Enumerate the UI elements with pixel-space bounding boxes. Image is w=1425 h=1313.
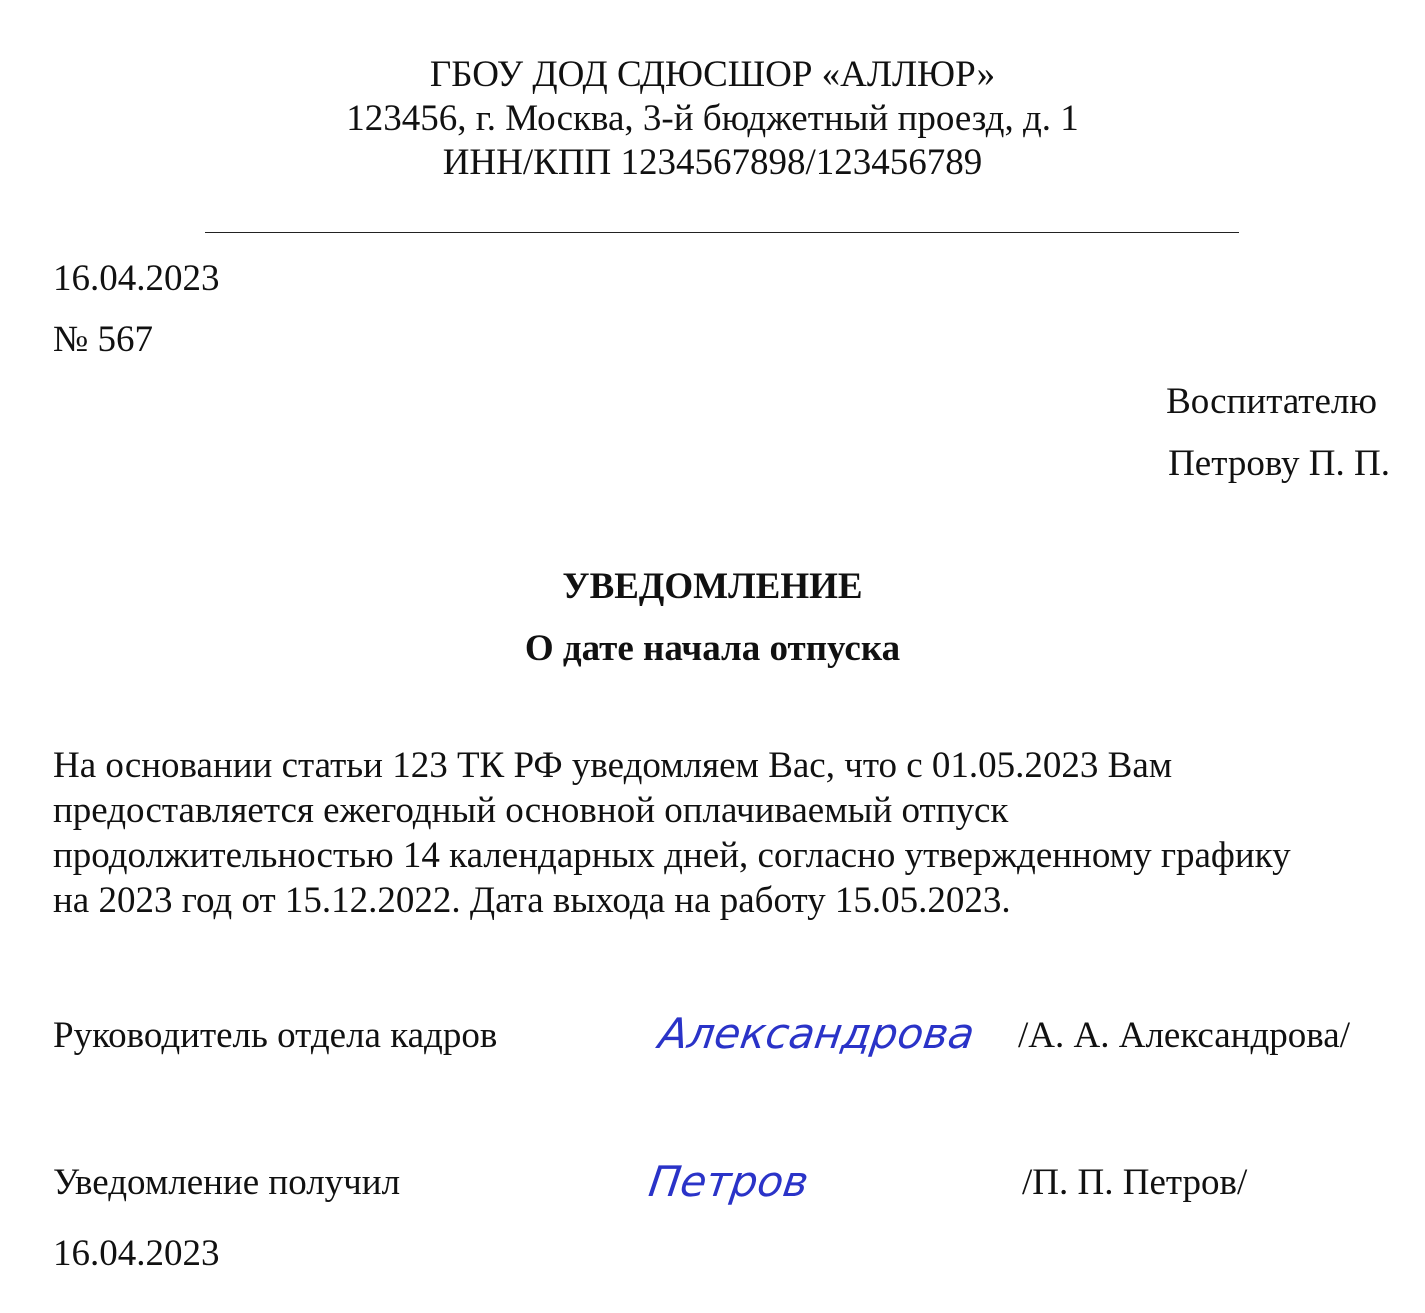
org-name: ГБОУ ДОД СДЮСШОР «АЛЛЮР» — [429, 54, 996, 95]
recipient-name: /П. П. Петров/ — [1022, 1162, 1248, 1203]
addressee-name: Петрову П. П. — [1168, 443, 1390, 484]
recipient-signature-text: Петров — [645, 1157, 812, 1206]
hr-signature-text: Александрова — [655, 1009, 978, 1058]
document-number: № 567 — [53, 319, 154, 360]
recipient-label: Уведомление получил — [53, 1162, 401, 1203]
receipt-date: 16.04.2023 — [53, 1233, 220, 1274]
document-subtitle: О дате начала отпуска — [524, 628, 901, 669]
addressee-position: Воспитателю — [1166, 381, 1377, 422]
hr-signer-name: /А. А. Александрова/ — [1018, 1015, 1350, 1056]
org-inn-kpp: ИНН/КПП 1234567898/123456789 — [442, 142, 983, 183]
header-divider — [205, 232, 1239, 233]
org-address: 123456, г. Москва, 3-й бюджетный проезд, д. 1 — [346, 98, 1079, 139]
hr-handwritten-signature — [655, 1000, 978, 1070]
body-line: продолжительностью 14 календарных дней, согласно утвержденному графику — [53, 835, 1291, 876]
hr-signer-label: Руководитель отдела кадров — [53, 1015, 498, 1056]
body-line: предоставляется ежегодный основной оплачиваемый отпуск — [53, 790, 1009, 831]
document-date: 16.04.2023 — [53, 258, 220, 299]
recipient-handwritten-signature — [645, 1148, 848, 1218]
document-title: УВЕДОМЛЕНИЕ — [562, 566, 863, 607]
body-line: на 2023 год от 15.12.2022. Дата выхода на работу 15.05.2023. — [53, 880, 1011, 921]
body-line: На основании статьи 123 ТК РФ уведомляем Вас, что с 01.05.2023 Вам — [53, 745, 1173, 786]
notice-body — [53, 743, 1383, 923]
